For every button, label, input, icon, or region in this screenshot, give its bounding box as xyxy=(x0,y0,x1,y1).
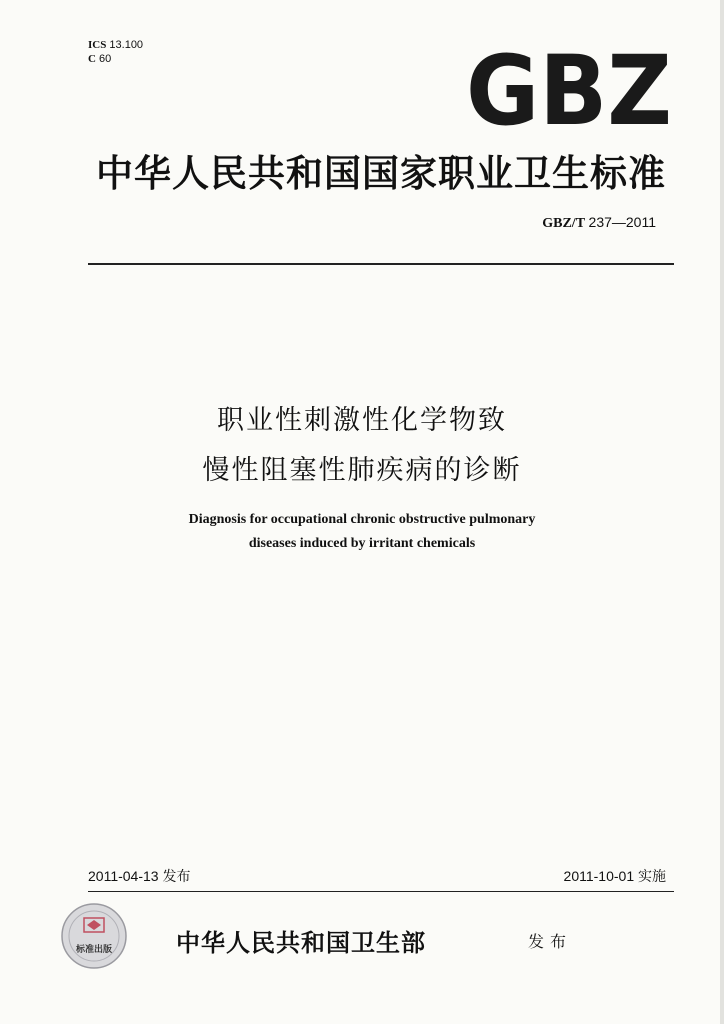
anti-counterfeit-seal xyxy=(60,902,128,970)
title-cn-line2: 慢性阻塞性肺疾病的诊断 xyxy=(202,455,522,486)
seal-text: 标准出版 xyxy=(75,945,113,955)
title-en-line2: diseases induced by irritant chemicals xyxy=(248,536,476,551)
gbz-logo xyxy=(465,44,673,128)
bottom-divider xyxy=(88,891,674,892)
classification-codes xyxy=(88,38,143,66)
standard-number-prefix: GBZ/T xyxy=(542,216,586,231)
standard-number-value: 237—2011 xyxy=(588,214,656,230)
implementation-date: 2011-10-01 实施 xyxy=(563,868,666,884)
issuer-action: 发布 xyxy=(528,932,573,951)
standard-category-title: 中华人民共和国国家职业卫生标准 xyxy=(96,151,666,195)
top-divider xyxy=(88,263,674,265)
title-cn-line1: 职业性刺激性化学物致 xyxy=(217,405,507,436)
ccs-code-line: C 60 xyxy=(88,53,112,65)
ics-code-line: ICS 13.100 xyxy=(88,39,144,51)
issuer-name: 中华人民共和国卫生部 xyxy=(176,928,426,957)
gbz-logo-text: GBZ xyxy=(466,44,672,128)
title-en-line1: Diagnosis for occupational chronic obstructive pulmonary xyxy=(188,512,536,527)
issue-date: 2011-04-13 发布 xyxy=(88,868,191,884)
standard-number xyxy=(542,214,656,232)
